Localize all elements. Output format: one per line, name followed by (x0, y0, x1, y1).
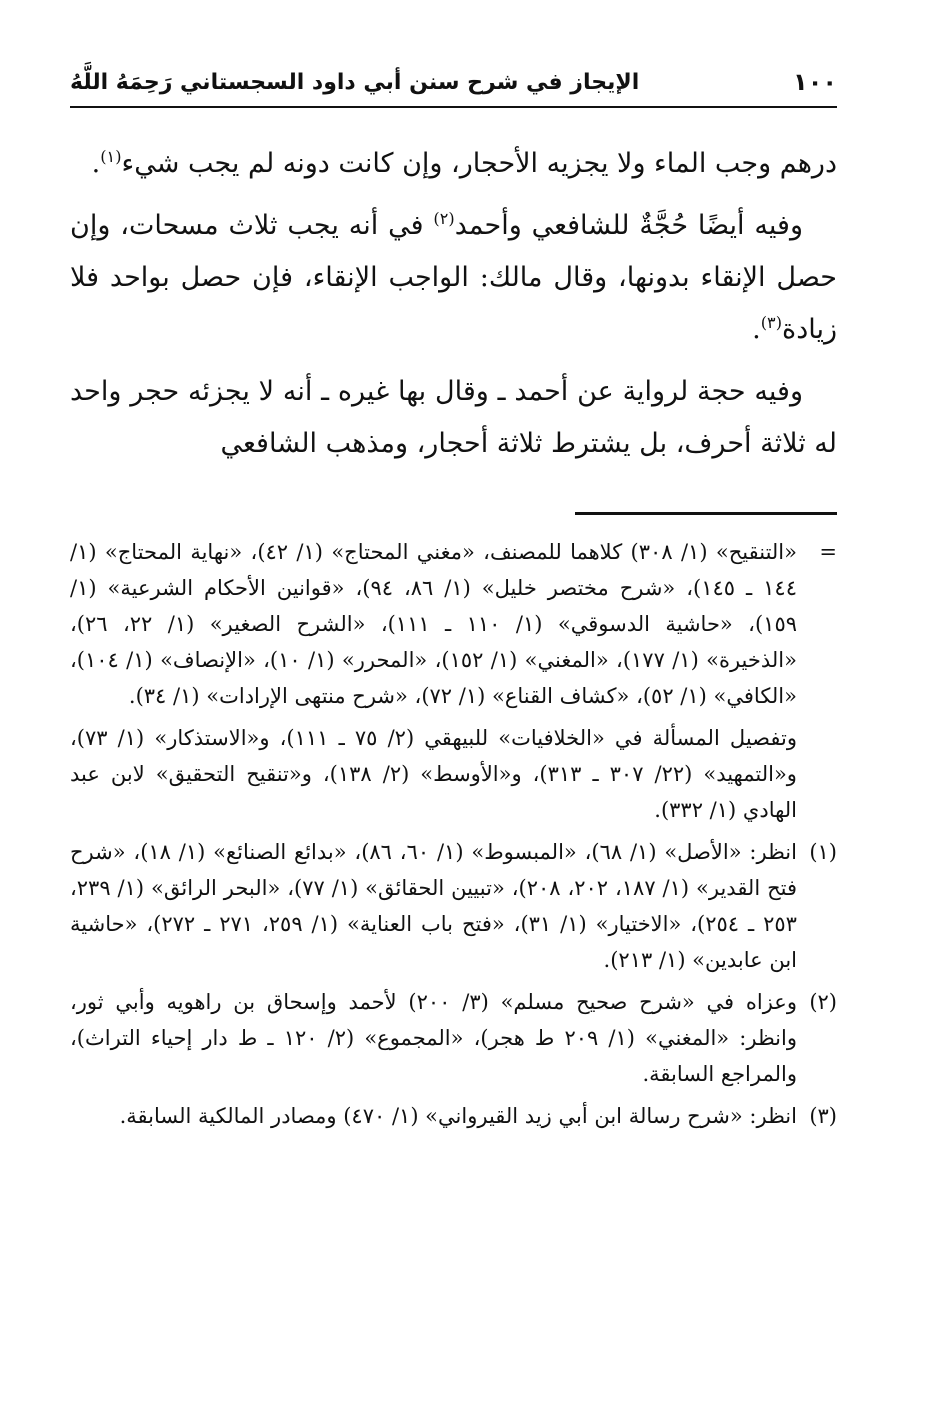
footnote-continued-text-2: وتفصيل المسألة في «الخلافيات» للبيهقي (٢/ ٧٥ ـ ١١١)، و«الاستذكار» (١/ ٧٣)، و«التمهيد» (٢٢/ ٣٠٧ ـ ٣١٣)، و«الأوسط» (٢/ ١٣٨)، و«تنقيح التحقيق» لابن عبد الهادي (١/ ٣٣٢). (70, 726, 797, 822)
footnote-marker-2: (٢) (809, 990, 837, 1014)
footnote-marker-1: (١) (809, 840, 837, 864)
paragraph-2-end: . (752, 314, 761, 345)
paragraph-3: وفيه حجة لرواية عن أحمد ـ وقال بها غيره ـ أنه لا يجزئه حجر واحد له ثلاثة أحرف، بل يشترط ثلاثة أحجار، ومذهب الشافعي (70, 376, 837, 459)
footnotes (70, 534, 837, 1140)
footnote-2 (70, 984, 837, 1092)
footnote-ref-3[interactable]: (٣) (760, 313, 783, 332)
running-title: الإيجاز في شرح سنن أبي داود السجستاني رَحِمَهُ اللَّهُ (70, 70, 640, 95)
footnote-text-2: وعزاه في «شرح صحيح مسلم» (٣/ ٢٠٠) لأحمد وإسحاق بن راهويه وأبي ثور، وانظر: «المغني» (١/ ٢٠٩ ط هجر)، «المجموع» (٢/ ١٢٠ ـ ط دار إحياء التراث)، والمراجع السابقة. (70, 990, 797, 1086)
footnote-marker-3: (٣) (809, 1104, 837, 1128)
empty-marker (797, 720, 837, 828)
footnote-1 (70, 834, 837, 978)
paragraph-2-text-a: وفيه أيضًا حُجَّةٌ للشافعي وأحمد (454, 210, 803, 241)
page-header (70, 62, 837, 108)
footnote-text-1: انظر: «الأصل» (١/ ٦٨)، «المبسوط» (١/ ٦٠، ٨٦)، «بدائع الصنائع» (١/ ١٨)، «شرح فتح القدير» (١/ ١٨٧، ٢٠٢، ٢٠٨)، «تبيين الحقائق» (١/ ٧٧)، «البحر الرائق» (١/ ٢٣٩، ٢٥٣ ـ ٢٥٤)، «الاختيار» (١/ ٣١)، «فتح باب العناية» (١/ ٢٥٩، ٢٧١ ـ ٢٧٢)، «حاشية ابن عابدين» (١/ ٢١٣). (70, 840, 798, 972)
paragraph-1 (70, 138, 837, 190)
footnote-separator (575, 512, 837, 515)
page-number: ١٠٠ (793, 68, 837, 96)
main-text (70, 138, 837, 470)
footnote-continued (70, 534, 837, 714)
paragraph-2-text-b: في أنه يجب ثلاث مسحات، وإن حصل الإنقاء بدونها، وقال مالك: الواجب الإنقاء، فإن حصل بواحد فلا زيادة (70, 210, 837, 345)
paragraph-1-end: . (91, 148, 101, 179)
footnote-text-3: انظر: «شرح رسالة ابن أبي زيد القيرواني» (١/ ٤٧٠) ومصادر المالكية السابقة. (119, 1104, 797, 1128)
paragraph-2 (70, 200, 837, 356)
footnote-continued-text: «التنقيح» (١/ ٣٠٨) كلاهما للمصنف، «مغني المحتاج» (١/ ٤٢)، «نهاية المحتاج» (١/ ١٤٤ ـ ١٤٥)، «شرح مختصر خليل» (١/ ٨٦، ٩٤)، «قوانين الأحكام الشرعية» (١/ ١٥٩)، «حاشية الدسوقي» (١/ ١١٠ ـ ١١١)، «الشرح الصغير» (١/ ٢٢، ٢٦)، «الذخيرة» (١/ ١٧٧)، «المغني» (١/ ١٥٢)، «المحرر» (١/ ١٠)، «الإنصاف» (١/ ١٠٤)، «الكافي» (١/ ٥٢)، «كشاف القناع» (١/ ٧٢)، «شرح منتهى الإرادات» (١/ ٣٤). (70, 540, 798, 708)
continuation-marker: = (819, 540, 837, 564)
paragraph-1-text: درهم وجب الماء ولا يجزيه الأحجار، وإن كانت دونه لم يجب شيء (121, 148, 837, 179)
footnote-continued-2 (70, 720, 837, 828)
footnote-ref-2[interactable]: (٢) (433, 209, 455, 228)
footnote-3 (70, 1098, 837, 1134)
footnote-ref-1[interactable]: (١) (100, 147, 122, 166)
